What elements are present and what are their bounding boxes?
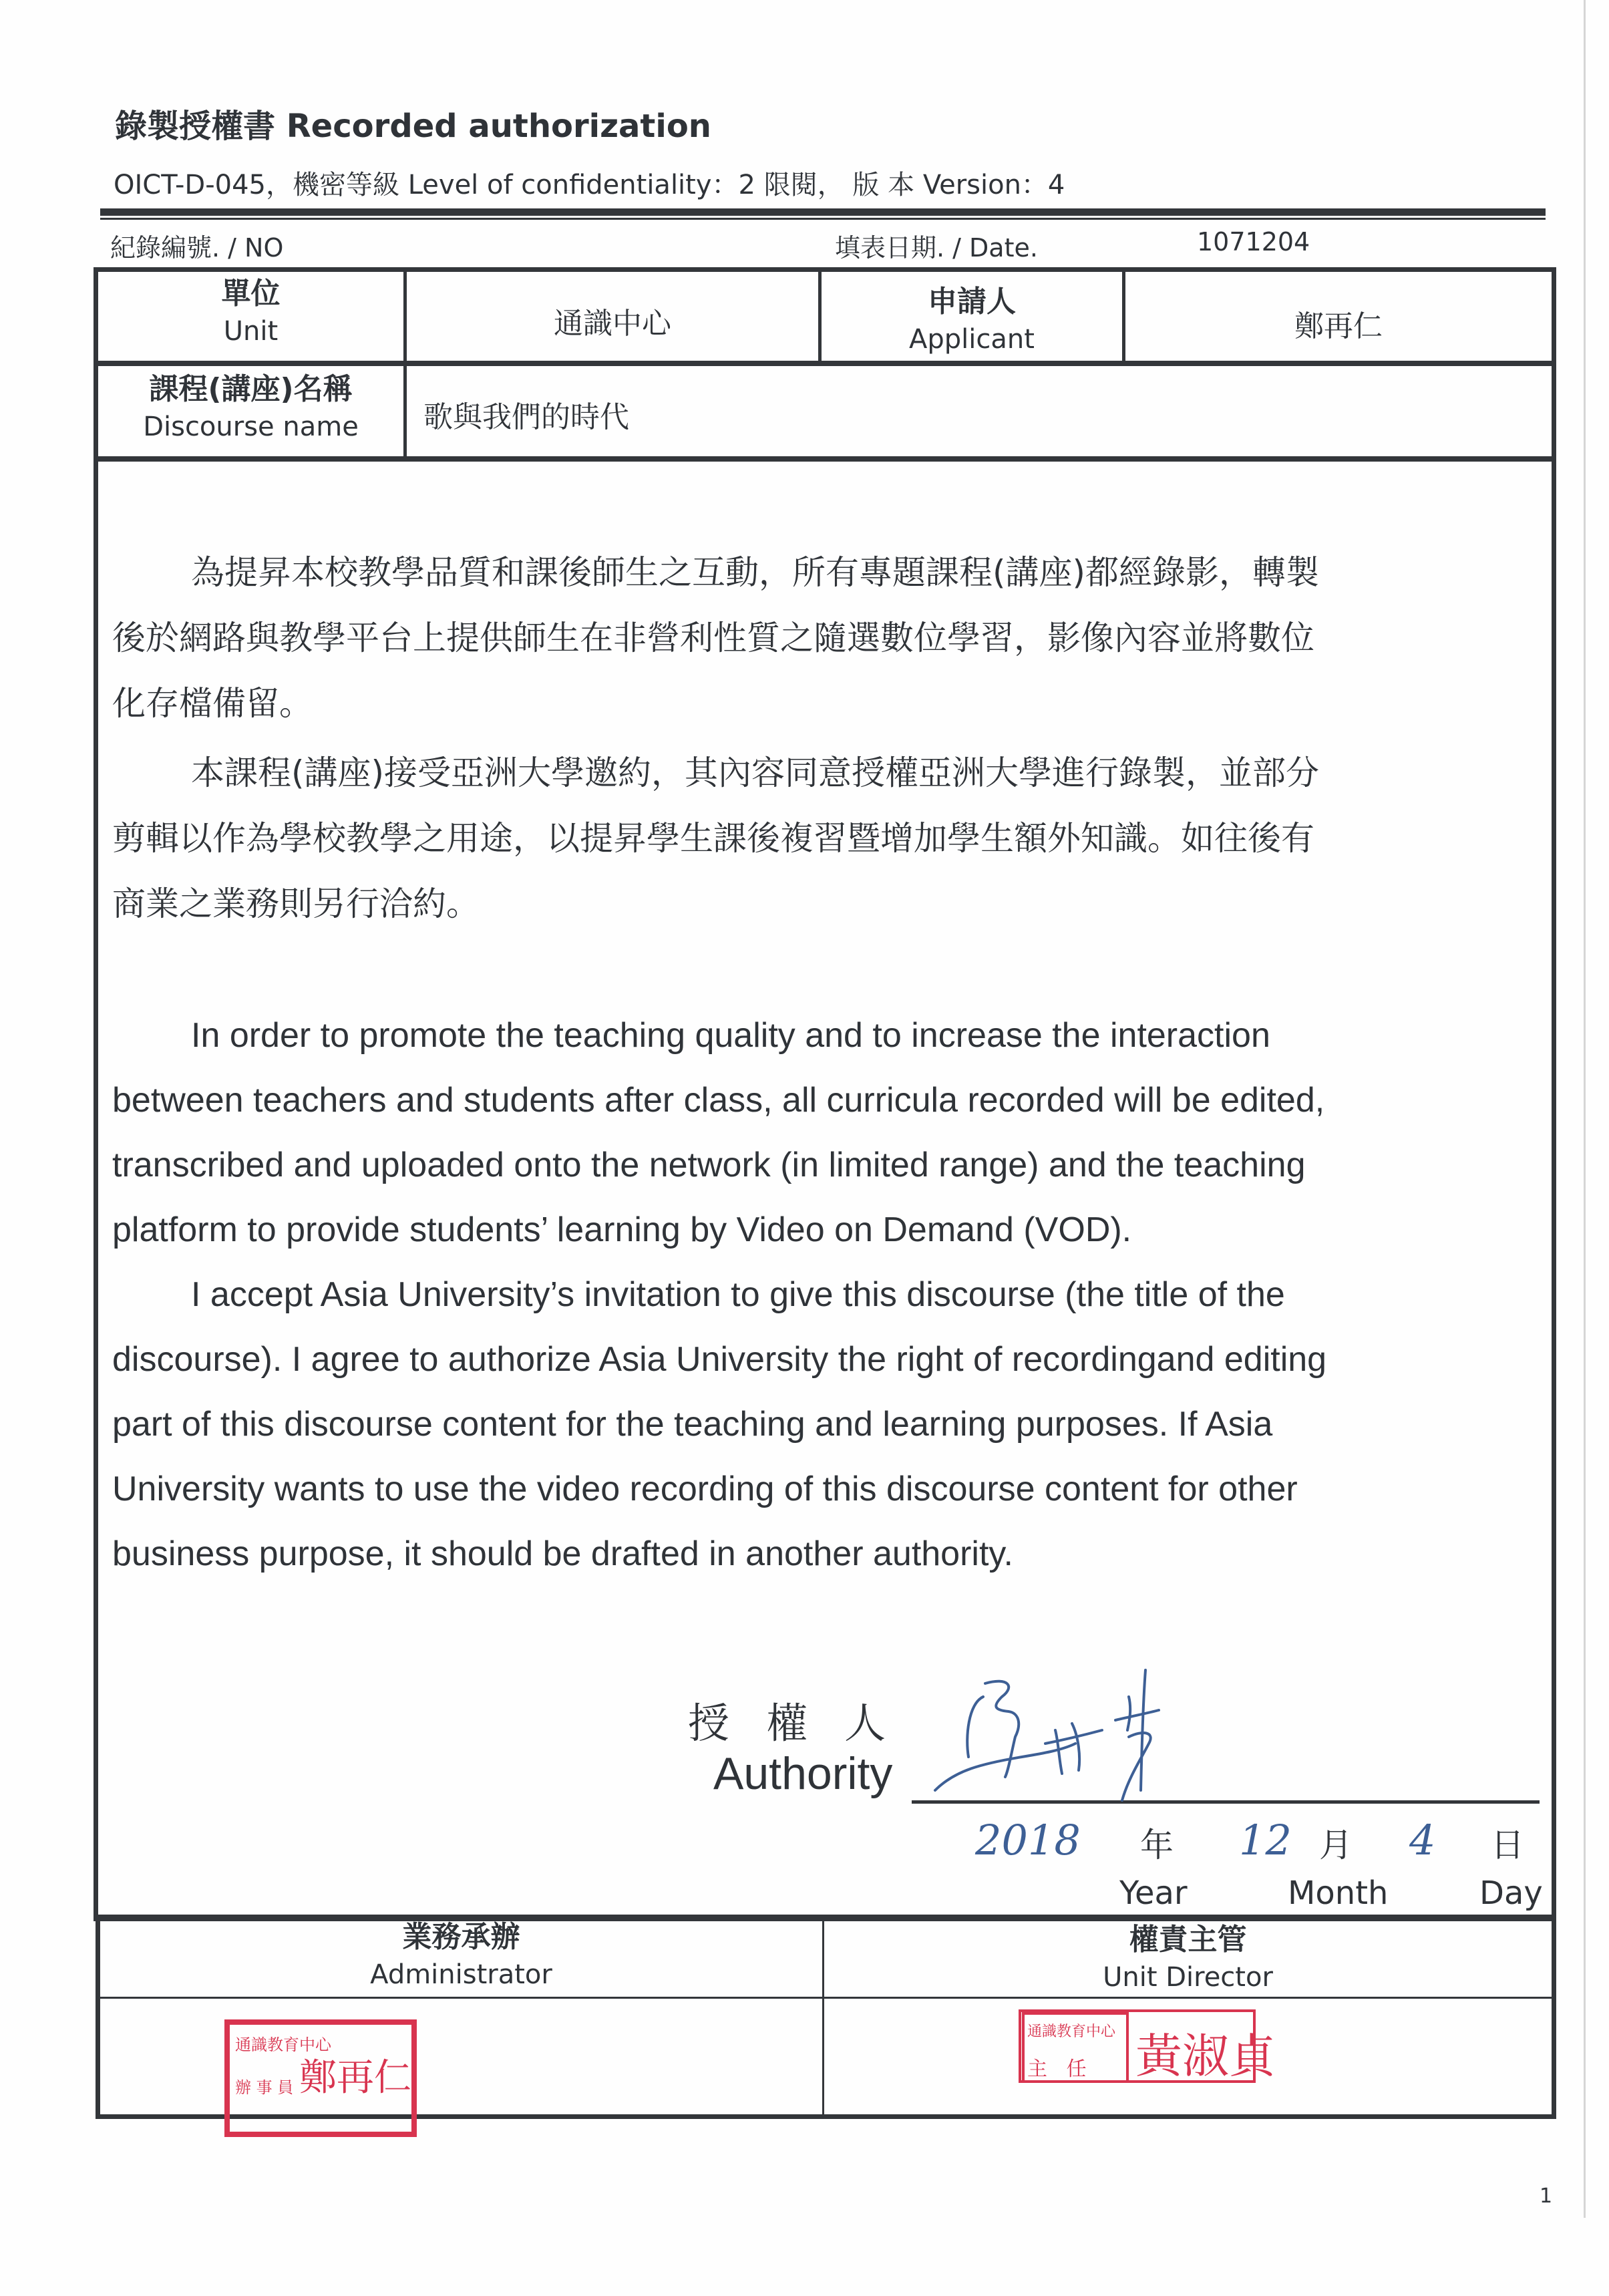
en-paragraph-1 (112, 1003, 1535, 1263)
applicant-label-en: Applicant (909, 324, 1035, 355)
header-rule-thin (100, 218, 1546, 220)
month-en: Month (1288, 1874, 1389, 1912)
text-line: University wants to use the video recording of this discourse content for other (112, 1470, 1298, 1508)
record-number-label: 紀錄編號. / NO (110, 233, 284, 263)
seal-text-top: 通識教育中心 (235, 2035, 332, 2054)
seal-text-bottom: 辦 事 員 (235, 2078, 294, 2097)
text-line: business purpose, it should be drafted in another authority. (112, 1534, 1014, 1573)
discourse-label-en: Discourse name (143, 412, 359, 442)
text-line: platform to provide students’ learning by Video on Demand (VOD). (112, 1210, 1132, 1249)
header-rule (100, 208, 1546, 216)
handwritten-signature (928, 1657, 1276, 1810)
month-zh: 月 (1319, 1826, 1353, 1864)
text-line: transcribed and uploaded onto the network (in limited range) and the teaching (112, 1146, 1306, 1184)
handwritten-month: 12 (1239, 1816, 1292, 1864)
text-line: 商業之業務則另行洽約。 (112, 884, 480, 923)
day-en: Day (1479, 1874, 1543, 1912)
handwritten-day: 4 (1409, 1816, 1436, 1864)
text-line: discourse). I agree to authorize Asia University the right of recordingand editing (112, 1340, 1327, 1379)
fill-date-label: 填表日期. / Date. (835, 233, 1038, 263)
seal-text-top: 通識教育中心 (1027, 2023, 1116, 2040)
administrator-label (100, 1919, 822, 1993)
unit-value: 通識中心 (554, 307, 671, 341)
discourse-label-zh: 課程(講座)名稱 (149, 372, 353, 406)
authority-label-zh: 授權人 (688, 1699, 923, 1748)
page-number: 1 (1540, 2184, 1553, 2208)
col-divider (403, 267, 407, 461)
seal-name: 鄭再仁 (299, 2056, 412, 2100)
row-divider (94, 361, 1556, 366)
text-line: 化存檔備留。 (112, 684, 313, 723)
handwritten-year: 2018 (975, 1816, 1081, 1864)
unit-label (98, 275, 403, 350)
text-line: between teachers and students after class, all curricula recorded will be edited, (112, 1081, 1325, 1120)
text-line: part of this discourse content for the teaching and learning purposes. If Asia (112, 1405, 1273, 1444)
administrator-label-en: Administrator (370, 1959, 552, 1990)
unit-director-label-zh: 權責主管 (1129, 1923, 1247, 1957)
day-zh: 日 (1491, 1826, 1524, 1864)
unit-director-seal-name: 黃淑貞 (1135, 2029, 1276, 2084)
approval-row-divider (96, 1997, 1556, 1999)
discourse-label (98, 371, 403, 446)
text-line: 本課程(講座)接受亞洲大學邀約，其內容同意授權亞洲大學進行錄製，並部分 (191, 754, 1320, 792)
unit-director-seal-border (1019, 2009, 1256, 2083)
zh-paragraph-2 (112, 740, 1535, 937)
unit-director-label (824, 1921, 1552, 1996)
document-code-line: OICT-D-045，機密等級 Level of confidentiality：2 限閱， 版 本 Version：4 (114, 170, 1065, 200)
document-title: 錄製授權書 Recorded authorization (115, 108, 711, 145)
fill-date-value: 1071204 (1197, 227, 1310, 257)
zh-paragraph-1 (112, 540, 1535, 736)
unit-director-label-en: Unit Director (1103, 1962, 1273, 1993)
administrator-label-zh: 業務承辦 (402, 1920, 520, 1954)
text-line: 後於網路與教學平台上提供師生在非營利性質之隨選數位學習，影像內容並將數位 (112, 619, 1314, 657)
authority-label-en: Authority (713, 1748, 893, 1799)
text-line: 為提昇本校教學品質和課後師生之互動，所有專題課程(講座)都經錄影，轉製 (191, 553, 1320, 592)
unit-label-zh: 單位 (221, 277, 281, 311)
text-line: I accept Asia University’s invitation to give this discourse (the title of the (191, 1275, 1285, 1314)
text-line: 剪輯以作為學校教學之用途，以提昇學生課後複習暨增加學生額外知識。如往後有 (112, 819, 1314, 858)
unit-label-en: Unit (223, 316, 279, 347)
seal-text-bottom: 主 任 (1027, 2058, 1087, 2081)
applicant-value: 鄭再仁 (1294, 309, 1383, 343)
applicant-label (822, 283, 1122, 358)
text-line: In order to promote the teaching quality and to increase the interaction (191, 1016, 1270, 1055)
discourse-value: 歌與我們的時代 (423, 400, 629, 434)
applicant-label-zh: 申請人 (928, 285, 1016, 319)
year-en: Year (1119, 1874, 1188, 1912)
page-edge-line (1584, 0, 1586, 2218)
administrator-seal (224, 2019, 417, 2137)
en-paragraph-2 (112, 1263, 1535, 1587)
year-zh: 年 (1140, 1826, 1174, 1864)
row-divider (94, 456, 1556, 462)
